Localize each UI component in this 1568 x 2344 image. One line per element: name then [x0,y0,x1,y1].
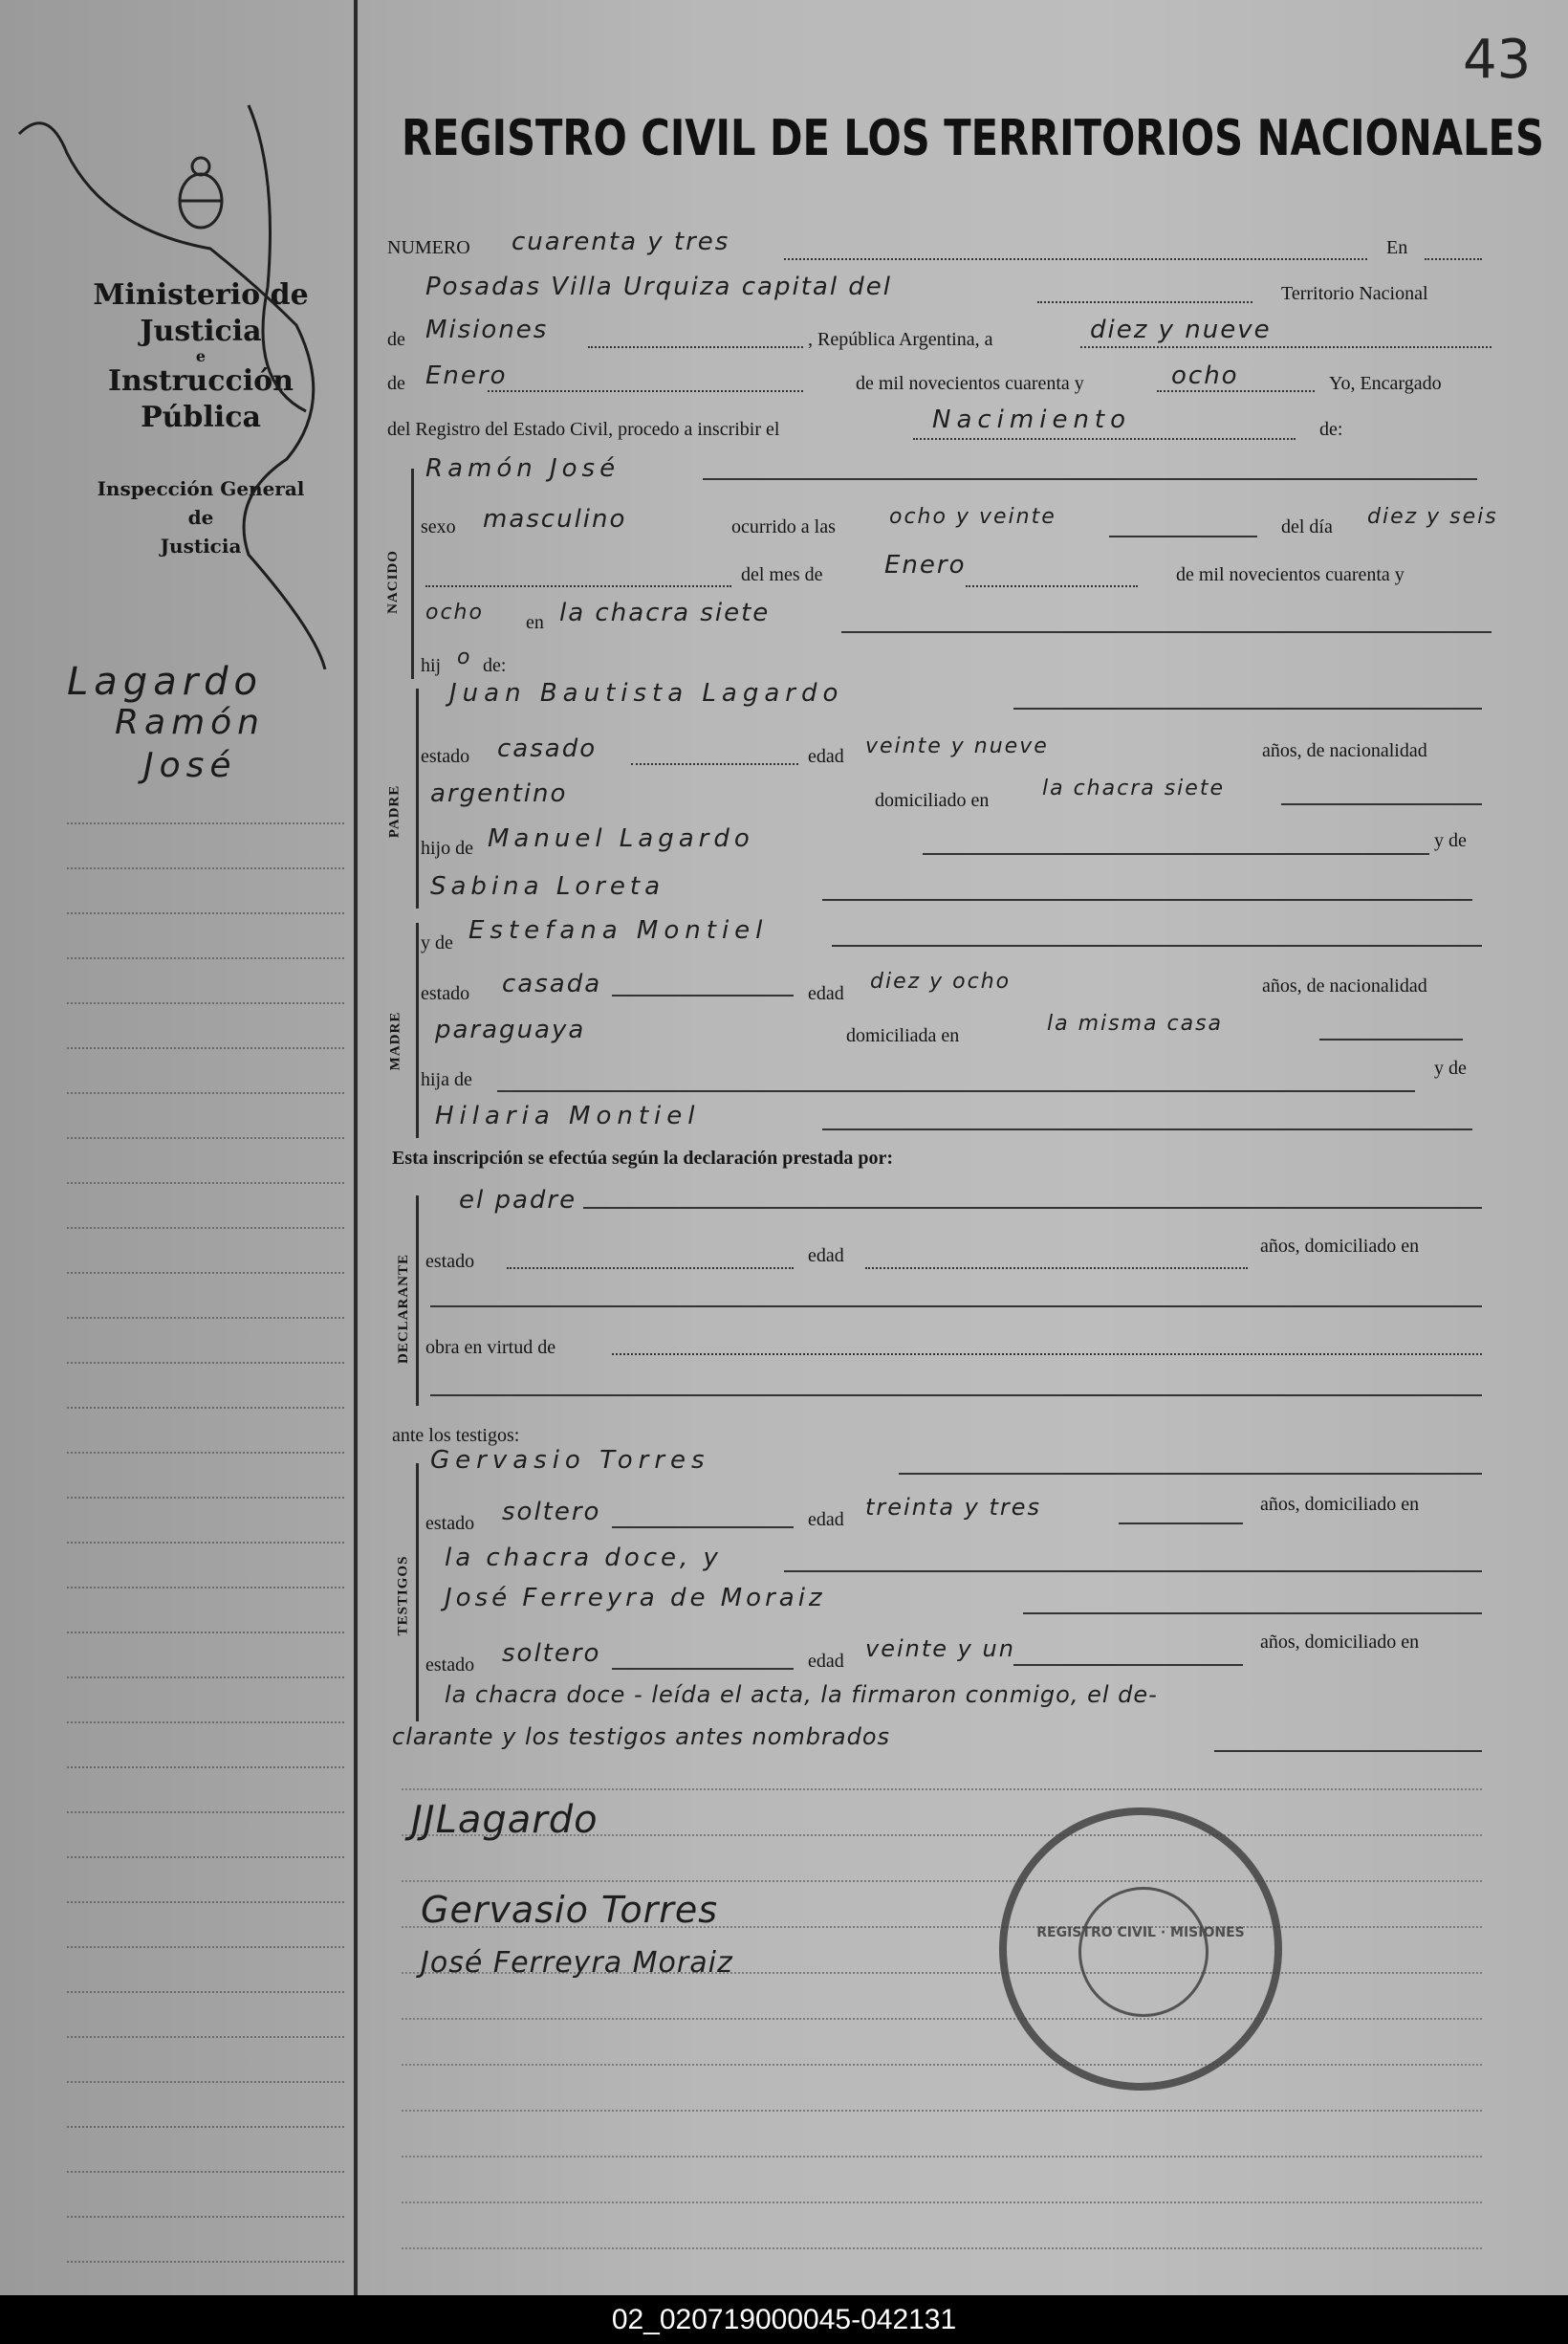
signature-1: JJLagardo [411,1798,599,1842]
margin-ruled-line [67,1766,344,1768]
label-de: de [387,329,405,350]
margin-ruled-line [67,1407,344,1409]
value-padre-padre: Manuel Lagardo [488,824,754,853]
value-numero: cuarenta y tres [512,228,730,256]
madre-bracket [416,923,419,1138]
margin-ruled-line [67,912,344,914]
body-ruled-line [402,2018,1482,2020]
ministry-line2: e [195,347,207,365]
margin-ruled-line [67,1002,344,1004]
label-testigo1-estado: estado [425,1513,475,1534]
label-madre-estado: estado [421,983,470,1004]
label-de-mil2: de mil novecientos cuarenta y [1176,564,1405,585]
body-ruled-line [402,2064,1482,2066]
value-anio: ocho [425,601,484,624]
document-title: REGISTRO CIVIL DE LOS TERRITORIOS NACIONALES [402,110,1544,167]
margin-ruled-line [67,1272,344,1274]
value-testigo1-estado: soltero [502,1498,601,1526]
label-declarante-edad: edad [808,1245,844,1266]
label-y-de2: y de [421,932,453,953]
value-anio-registro: ocho [1171,361,1239,390]
label-declarante-estado: estado [425,1251,475,1272]
margin-ruled-line [67,1047,344,1049]
margin-divider [354,0,358,2295]
label-republica: , República Argentina, a [808,329,993,350]
label-testigos: TESTIGOS [395,1555,411,1636]
margin-ruled-line [67,1452,344,1454]
value-madre-edad: diez y ocho [870,970,1012,994]
margin-ruled-line [67,1092,344,1094]
label-obra: obra en virtud de [425,1337,556,1358]
value-mes-registro: Enero [425,361,508,390]
label-sexo: sexo [421,516,456,537]
body-ruled-line [402,2202,1482,2203]
value-territorio: Misiones [425,316,549,344]
margin-ruled-line [67,1991,344,1993]
margin-ruled-line [67,867,344,869]
value-acto: Nacimiento [932,405,1132,434]
label-del-dia: del día [1281,516,1333,537]
label-declarante-dom: años, domiciliado en [1260,1236,1420,1257]
value-testigo2-estado: soltero [502,1639,601,1668]
value-nombre: Ramón José [425,454,621,483]
margin-ruled-line [67,1362,344,1364]
signature-2: Gervasio Torres [421,1889,719,1931]
value-testigo1: Gervasio Torres [430,1446,710,1475]
official-stamp-icon [999,1807,1282,2091]
label-anos-nac: años, de nacionalidad [1262,740,1427,761]
label-madre: MADRE [387,1011,403,1071]
label-hija-de: hija de [421,1069,472,1090]
value-madre-estado: casada [502,970,602,998]
margin-ruled-line [67,2126,344,2128]
label-padre-edad: edad [808,746,844,767]
value-padre-estado: casado [497,734,598,763]
label-hijo-de: de: [483,655,507,676]
label-yo: Yo, Encargado [1329,373,1442,394]
nacido-bracket [411,469,414,679]
ministry-line3: Instrucción Pública [108,364,294,434]
value-madre-madre: Hilaria Montiel [435,1102,701,1130]
margin-ruled-line [67,1317,344,1319]
margin-ruled-line [67,2261,344,2263]
ministry-line1: Ministerio de Justicia [93,278,309,348]
label-declarante: DECLARANTE [396,1253,412,1365]
value-testigo2-edad: veinte y un [865,1635,1015,1662]
label-padre-dom: domiciliado en [875,790,990,811]
margin-signature-scribble-icon [10,96,354,669]
label-hijo-de2: hijo de [421,838,473,859]
margin-ruled-line [67,1497,344,1499]
value-dia: diez y seis [1367,505,1498,529]
margin-ruled-line [67,1721,344,1723]
label-en: En [1386,237,1408,258]
value-hora: ocho y veinte [889,505,1056,529]
left-margin-column [0,0,356,2295]
label-ante: ante los testigos: [392,1425,520,1446]
value-testigo2-dom: la chacra doce - leída el acta, la firmaron conmigo, el de- [445,1681,1158,1708]
value-cierre: clarante y los testigos antes nombrados [392,1723,891,1750]
label-ocurrido: ocurrido a las [731,516,836,537]
margin-ruled-line [67,1901,344,1903]
value-sexo: masculino [483,505,627,534]
label-del-registro: del Registro del Estado Civil, procedo a inscribir el [387,419,780,440]
ministry-line4: Inspección General [97,477,305,500]
label-padre: PADRE [386,784,403,839]
padre-bracket [416,689,419,909]
label-del-mes: del mes de [741,564,823,585]
body-ruled-line [402,2247,1482,2249]
margin-ruled-line [67,2216,344,2218]
label-testigo2-dom: años, domiciliado en [1260,1632,1420,1653]
label-anos-nac2: años, de nacionalidad [1262,975,1427,997]
label-testigo2-edad: edad [808,1651,844,1672]
footer-filename: 02_020719000045-042131 [0,2295,1568,2344]
margin-ruled-line [67,1632,344,1633]
margin-ruled-line [67,822,344,824]
margin-ruled-line [67,957,344,959]
declarante-bracket [416,1195,419,1406]
body-ruled-line [402,1788,1482,1790]
page-number: 43 [1463,29,1532,91]
value-lugar-nac: la chacra siete [559,599,771,627]
margin-ruled-line [67,1227,344,1229]
margin-ruled-line [67,1542,344,1544]
label-hijo: hij [421,655,442,676]
body-ruled-line [402,2110,1482,2112]
value-declarante: el padre [459,1186,577,1215]
label-testigo2-estado: estado [425,1654,475,1676]
label-testigo1-dom: años, domiciliado en [1260,1494,1420,1515]
value-madre-nac: paraguaya [435,1016,586,1044]
value-padre-madre: Sabina Loreta [430,872,665,901]
value-hijo-suffix: o [457,646,472,669]
testigos-bracket [416,1463,419,1721]
value-lugar: Posadas Villa Urquiza capital del [425,273,893,301]
label-de2: de [387,373,405,394]
label-testigo1-edad: edad [808,1509,844,1530]
label-madre-dom: domiciliada en [846,1025,960,1046]
label-madre-edad: edad [808,983,844,1004]
margin-ruled-line [67,1182,344,1184]
value-padre-nac: argentino [430,779,568,808]
stamp-text: REGISTRO CIVIL · MISIONES [1036,1925,1245,1940]
value-testigo1-edad: treinta y tres [865,1494,1042,1521]
label-territorio: Territorio Nacional [1281,283,1428,304]
value-testigo1-dom: la chacra doce, y [445,1544,722,1572]
value-mes: Enero [884,551,967,580]
label-y-de: y de [1434,830,1467,851]
margin-ruled-line [67,1676,344,1678]
margin-ruled-line [67,1811,344,1813]
label-de-mil: de mil novecientos cuarenta y [856,373,1084,394]
margin-ruled-line [67,1587,344,1588]
label-inscripcion: Esta inscripción se efectúa según la declaración prestada por: [392,1148,894,1169]
ministry-line6: Justicia [160,535,242,558]
value-padre-edad: veinte y nueve [865,734,1049,758]
value-madre-nombre: Estefana Montiel [468,916,769,945]
margin-ruled-line [67,2081,344,2083]
label-numero: NUMERO [387,237,470,258]
body-ruled-line [402,1880,1482,1882]
ministry-line5: de [187,506,214,529]
value-testigo2: José Ferreyra de Moraiz [445,1584,826,1612]
value-madre-dom: la misma casa [1047,1012,1224,1036]
value-dia-registro: diez y nueve [1090,316,1272,344]
label-nacido: NACIDO [384,550,401,614]
margin-given2: José [143,746,237,785]
value-padre-dom: la chacra siete [1042,777,1225,800]
margin-ruled-line [67,1946,344,1948]
margin-surname: Lagardo [67,660,264,704]
label-en2: en [526,612,544,633]
body-ruled-line [402,2156,1482,2158]
margin-ruled-line [67,1856,344,1858]
label-padre-estado: estado [421,746,470,767]
value-padre-nombre: Juan Bautista Lagardo [449,679,844,708]
label-de3: de: [1319,419,1343,440]
margin-given1: Ramón [115,703,265,742]
margin-ruled-line [67,2036,344,2038]
margin-ruled-line [67,2171,344,2173]
signature-3: José Ferreyra Moraiz [421,1946,733,1980]
label-y-de3: y de [1434,1058,1467,1079]
margin-ruled-line [67,1137,344,1139]
